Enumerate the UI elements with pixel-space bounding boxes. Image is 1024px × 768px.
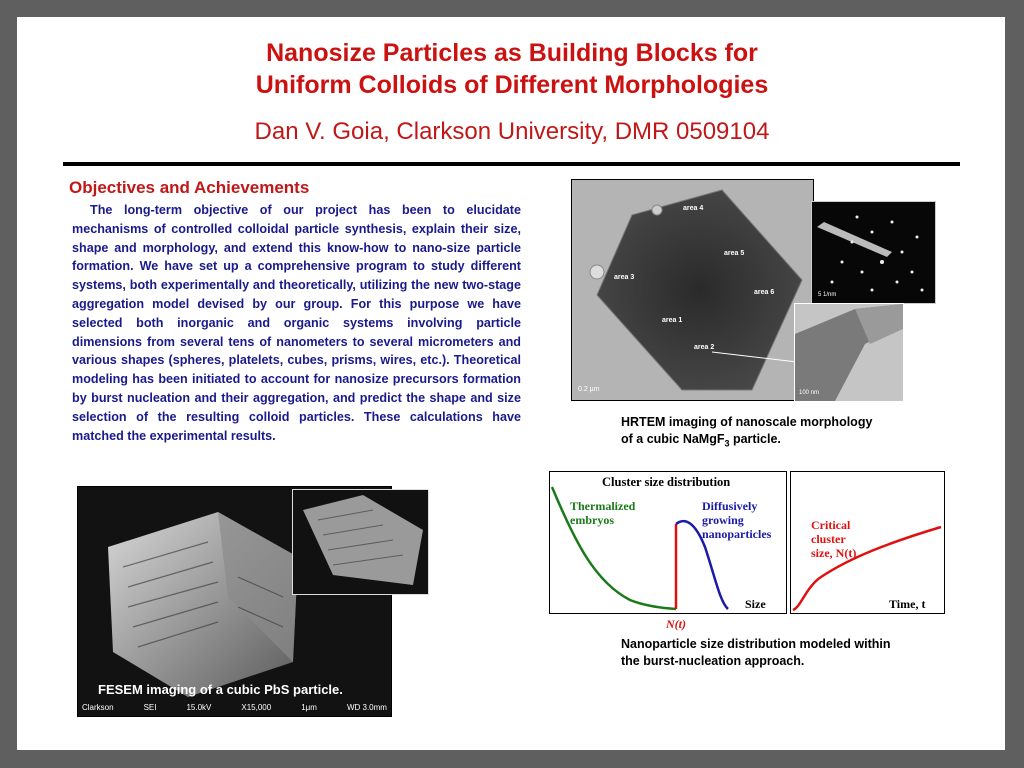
thermalized-label <box>570 499 635 527</box>
fesem-caption: FESEM imaging of a cubic PbS particle. <box>98 682 343 697</box>
fesem-info-wd: WD 3.0mm <box>346 703 387 712</box>
area-label-1: area 1 <box>662 317 683 324</box>
area-label-6: area 6 <box>754 289 775 296</box>
nt-label: N(t) <box>666 617 686 631</box>
title-line-2: Uniform Colloids of Different Morphologies <box>255 71 769 99</box>
fesem-info-voltage: 15.0kV <box>186 703 212 712</box>
diffraction-scale: 5 1/nm <box>818 292 837 298</box>
diffraction-inset-image <box>811 201 936 304</box>
title-line-1: Nanosize Particles as Building Blocks for <box>266 39 758 67</box>
fesem-inset-image <box>292 489 429 595</box>
objectives-body: The long-term objective of our project has been to elucidate mechanisms of controlled colloidal particle synthesis, explain their size, shape and morphology, and extend this know-how to nano-size particle formation. We have set up a comprehensive program to study different systems, both experimentally and theoretically, utilizing the new two-stage aggregation model devised by our group. For this purpose we have selected both inorganic and organic systems involving particle dimensions from several tens of nanometers to several micrometers and various shapes (spheres, platelets, cubes, prisms, wires, etc.). Theoretical modeling has been initiated to account for nanosize precursors formation by burst nucleation and their aggregation, and predict the shape and size selection of the resulting colloid particles. These calculations have matched the experimental results. <box>72 203 521 443</box>
hrtem-caption <box>621 414 872 453</box>
diffusive-label <box>702 499 771 541</box>
hrtem-caption-subscript: 3 <box>724 438 730 449</box>
hrtem-caption-line-2 <box>621 431 872 453</box>
fesem-info-bar <box>82 703 387 712</box>
fesem-info-scale: 1μm <box>301 703 317 712</box>
edge-zoom-graphic <box>795 304 903 401</box>
size-distribution-plot <box>550 472 786 613</box>
distribution-caption-line-2: the burst-nucleation approach. <box>621 654 805 668</box>
area-label-4: area 4 <box>683 205 704 212</box>
hrtem-scale-bar: 0.2 μm <box>578 386 600 393</box>
area-label-2: area 2 <box>694 344 715 351</box>
edge-zoom-scale: 100 nm <box>799 390 820 396</box>
fesem-inset-graphic <box>293 490 428 594</box>
fesem-info-mode: SEI <box>143 703 157 712</box>
critical-label-1: Critical <box>811 518 851 532</box>
diffusive-label-1: Diffusively <box>702 499 758 513</box>
diffusive-label-2: growing <box>702 513 744 527</box>
hrtem-caption-line-1: HRTEM imaging of nanoscale morphology <box>621 415 873 429</box>
hrtem-cube-graphic <box>572 180 813 400</box>
divider-rule <box>63 162 960 166</box>
thermalized-label-2: embryos <box>570 513 614 527</box>
critical-label-3: size, N(t) <box>811 546 857 560</box>
author-line: Dan V. Goia, Clarkson University, DMR 0509104 <box>254 118 770 145</box>
chart-title: Cluster size distribution <box>602 475 731 489</box>
hrtem-main-image <box>571 179 814 401</box>
size-axis-label: Size <box>745 597 766 611</box>
diffusive-label-3: nanoparticles <box>702 527 772 541</box>
fesem-info-mag: X15,000 <box>241 703 272 712</box>
edge-zoom-inset-image <box>794 303 904 402</box>
hrtem-caption-pre: of a cubic NaMgF <box>621 432 725 446</box>
hrtem-caption-post: particle. <box>729 432 781 446</box>
size-distribution-chart <box>549 471 787 614</box>
objectives-heading: Objectives and Achievements <box>69 178 310 197</box>
critical-label-2: cluster <box>811 532 846 546</box>
diffraction-pattern-graphic <box>812 202 935 303</box>
fesem-info-lab: Clarkson <box>82 703 114 712</box>
time-axis-label: Time, t <box>889 597 926 611</box>
area-label-3: area 3 <box>614 274 635 281</box>
distribution-caption <box>621 636 890 670</box>
critical-size-chart <box>790 471 945 614</box>
area-label-5: area 5 <box>724 250 745 257</box>
critical-label <box>811 518 856 560</box>
distribution-caption-line-1: Nanoparticle size distribution modeled within <box>621 637 891 651</box>
thermalized-label-1: Thermalized <box>570 499 636 513</box>
